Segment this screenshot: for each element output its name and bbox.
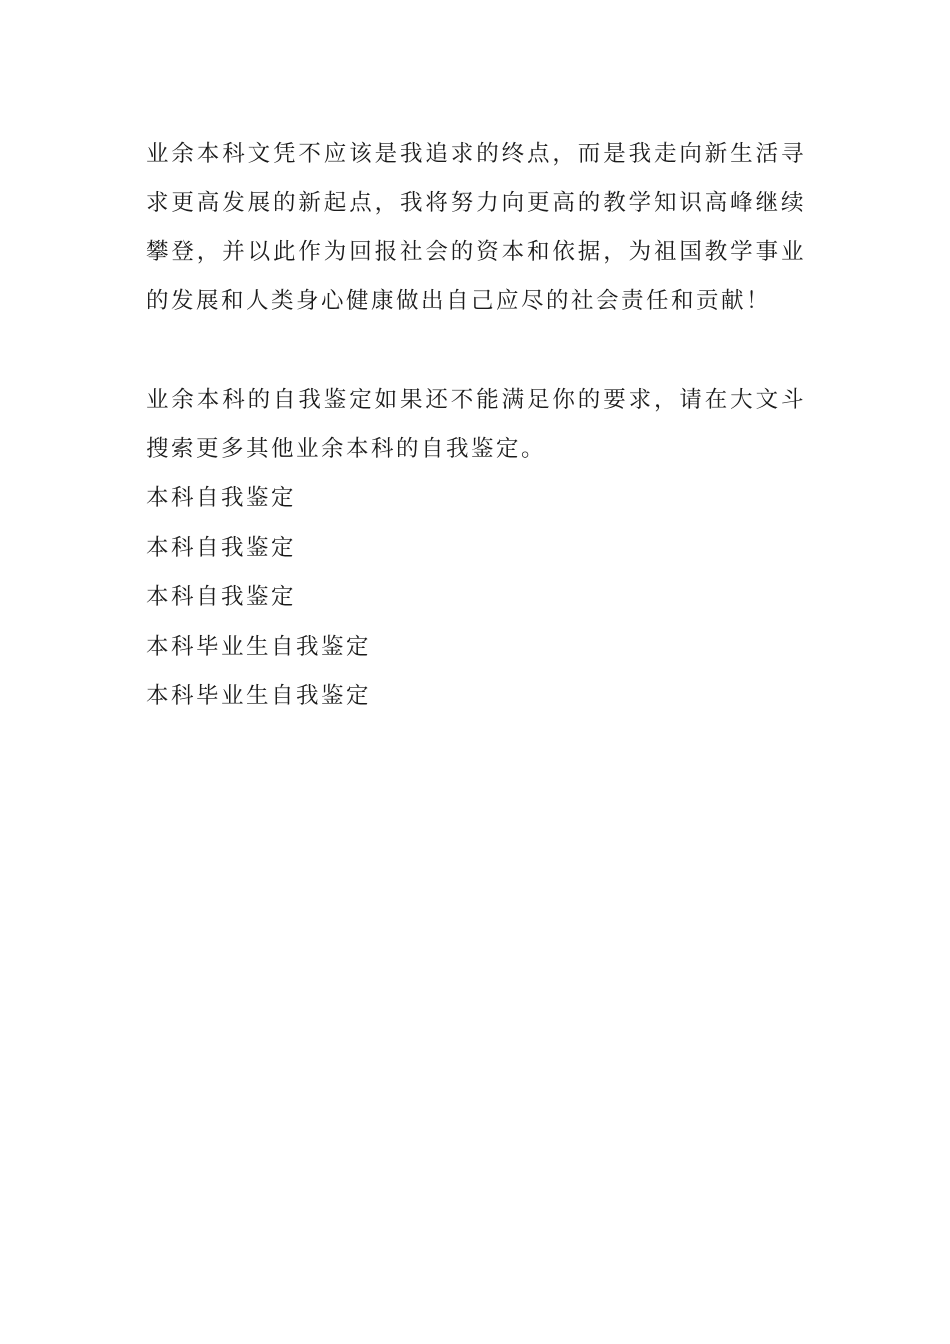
document-body [146,130,806,722]
closing-paragraph: 业余本科文凭不应该是我追求的终点，而是我走向新生活寻求更高发展的新起点，我将努力向更高的教学知识高峰继续攀登，并以此作为回报社会的资本和依据，为祖国教学事业的发展和人类身心健康做出自己应尽的社会责任和贡献！ [146,141,806,314]
related-link[interactable]: 本科毕业生自我鉴定 [146,683,372,709]
related-link[interactable]: 本科自我鉴定 [146,534,297,561]
related-links-list [146,474,806,722]
related-link[interactable]: 本科毕业生自我鉴定 [146,633,372,660]
related-link[interactable]: 本科自我鉴定 [146,584,297,610]
search-suggestion-paragraph: 业余本科的自我鉴定如果还不能满足你的要求，请在大文斗搜索更多其他业余本科的自我鉴定。 [146,387,806,462]
paragraph-spacer [146,326,806,376]
related-link[interactable]: 本科自我鉴定 [146,485,297,511]
